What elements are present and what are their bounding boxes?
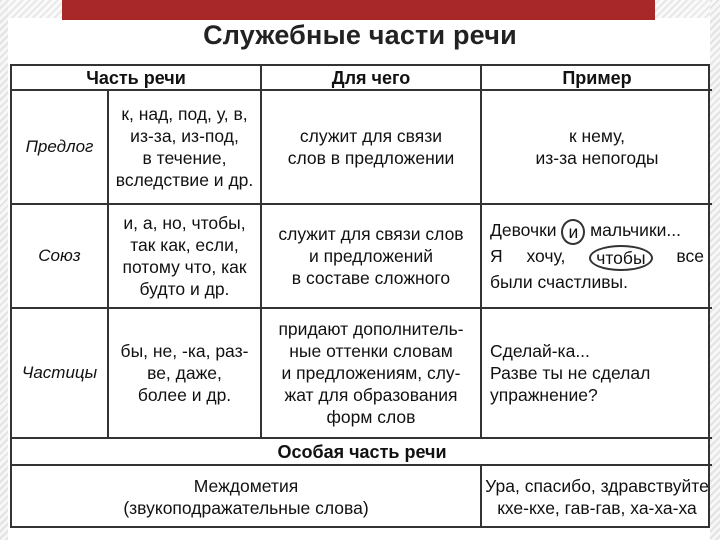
- row-preposition-name: Предлог: [12, 91, 109, 205]
- circled-word: и: [561, 219, 585, 245]
- row-particles-words: бы, не, -ка, раз- ве, даже, более и др.: [109, 309, 262, 439]
- row-conjunction-name: Союз: [12, 205, 109, 309]
- special-part-header: Особая часть речи: [12, 439, 712, 466]
- header-part-of-speech: Часть речи: [12, 66, 262, 91]
- row-preposition-words: к, над, под, у, в, из-за, из-под, в течение, вследствие и др.: [109, 91, 262, 205]
- page-title: Служебные части речи: [203, 20, 517, 50]
- row-conjunction-example: [482, 205, 712, 309]
- decorative-frame-left: [0, 0, 8, 540]
- example-text: были счастливы.: [490, 272, 628, 292]
- circled-word: чтобы: [589, 245, 652, 271]
- parts-of-speech-table: [10, 64, 710, 528]
- example-text: мальчики...: [590, 220, 681, 240]
- interjections-label: Междометия (звукоподражательные слова): [12, 466, 482, 527]
- row-conjunction-words: и, а, но, чтобы, так как, если, потому что, как будто и др.: [109, 205, 262, 309]
- example-text: Девочки: [490, 220, 557, 240]
- header-example: Пример: [482, 66, 712, 91]
- interjections-examples: Ура, спасибо, здравствуйте кхе-кхе, гав-гав, ха-ха-ха: [485, 475, 709, 518]
- row-preposition-example: к нему, из-за непогоды: [482, 91, 712, 205]
- header-purpose: Для чего: [262, 66, 482, 91]
- row-conjunction-purpose: служит для связи слов и предложений в составе сложного: [262, 205, 482, 309]
- accent-bar: [62, 0, 655, 20]
- example-text: хочу,: [526, 246, 566, 266]
- row-particles-name: Частицы: [12, 309, 109, 439]
- row-preposition-purpose: служит для связи слов в предложении: [262, 91, 482, 205]
- row-particles-example: Сделай-ка... Разве ты не сделал упражнение?: [482, 309, 712, 439]
- example-text: Я: [490, 246, 503, 266]
- example-text: все: [676, 246, 704, 266]
- row-particles-purpose: придают дополнитель- ные оттенки словам и предложениям, слу- жат для образования форм слов: [262, 309, 482, 439]
